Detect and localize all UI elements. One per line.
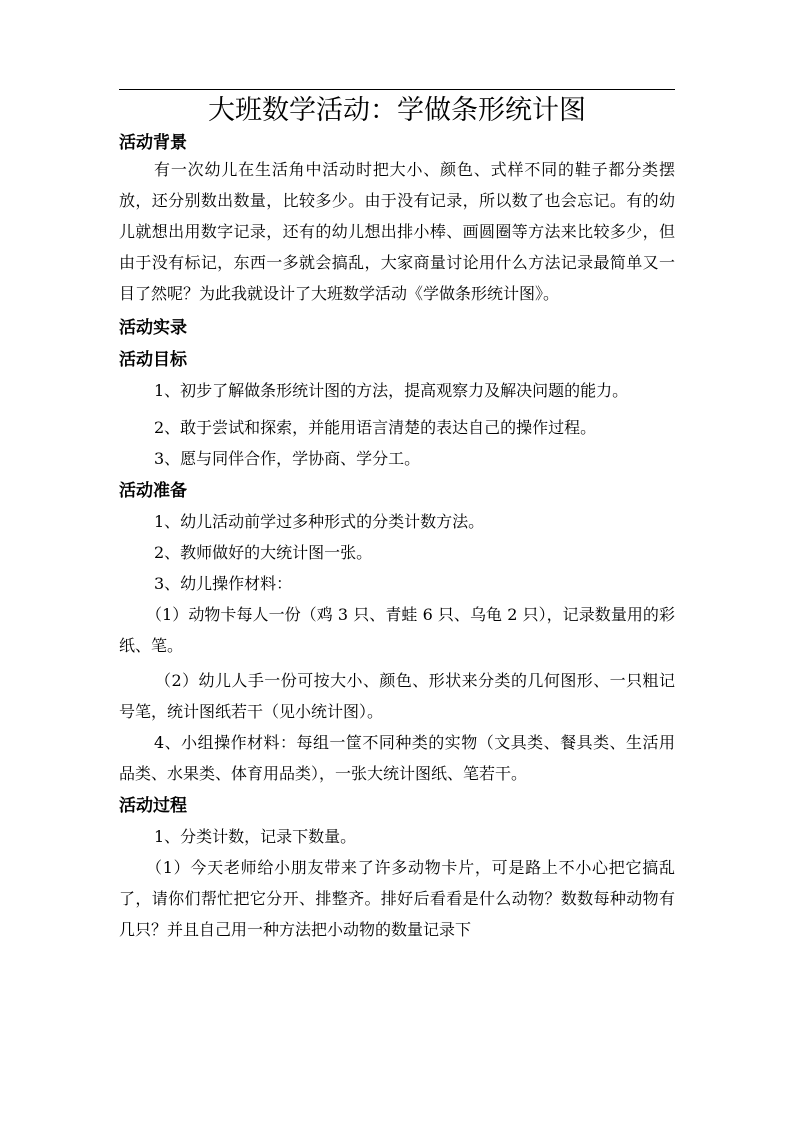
document-title: 大班数学活动：学做条形统计图: [208, 95, 586, 126]
section-heading-prep: 活动准备: [119, 481, 187, 501]
background-paragraph: 有一次幼儿在生活角中活动时把大小、颜色、式样不同的鞋子都分类摆放，还分别数出数量，比较多少。由于没有记录，所以数了也会忘记。有的幼儿就想出用数字记录，还有的幼儿想出排小棒、画圆圈等方法来比较多少，但由于没有标记，东西一多就会搞乱，大家商量讨论用什么方法记录最简单又一目了然呢？为此我就设计了大班数学活动《学做条形统计图》。: [119, 160, 675, 303]
section-heading-background: 活动背景: [119, 133, 187, 153]
process-item: 1、分类计数，记录下数量。: [154, 827, 357, 846]
goal-item: 2、敢于尝试和探索，并能用语言清楚的表达自己的操作过程。: [154, 418, 597, 437]
goal-item: 3、愿与同伴合作，学协商、学分工。: [154, 449, 421, 468]
section-heading-record: 活动实录: [119, 318, 187, 338]
prep-item: 1、幼儿活动前学过多种形式的分类计数方法。: [154, 512, 485, 531]
prep-item: 2、教师做好的大统计图一张。: [154, 543, 373, 562]
document-body: [119, 132, 675, 945]
goal-item: 1、初步了解做条形统计图的方法，提高观察力及解决问题的能力。: [154, 381, 629, 400]
prep-item: 3、幼儿操作材料：: [154, 574, 293, 593]
prep-item: 4、小组操作材料：每组一筐不同种类的实物（文具类、餐具类、生活用品类、水果类、体育用品类），一张大统计图纸、笔若干。: [119, 733, 675, 783]
prep-sub-item: （1）动物卡每人一份（鸡 3 只、青蛙 6 只、乌龟 2 只），记录数量用的彩纸、笔。: [119, 605, 675, 655]
header-rule: [119, 89, 675, 90]
prep-sub-item: （2）幼儿人手一份可按大小、颜色、形状来分类的几何图形、一只粗记号笔，统计图纸若干（见小统计图）。: [119, 671, 675, 721]
section-heading-goals: 活动目标: [119, 350, 187, 370]
process-sub-item: （1）今天老师给小朋友带来了许多动物卡片，可是路上不小心把它搞乱了，请你们帮忙把它分开、排整齐。排好后看看是什么动物？数数每种动物有几只？并且自己用一种方法把小动物的数量记录下: [119, 858, 675, 939]
section-heading-process: 活动过程: [119, 796, 187, 816]
